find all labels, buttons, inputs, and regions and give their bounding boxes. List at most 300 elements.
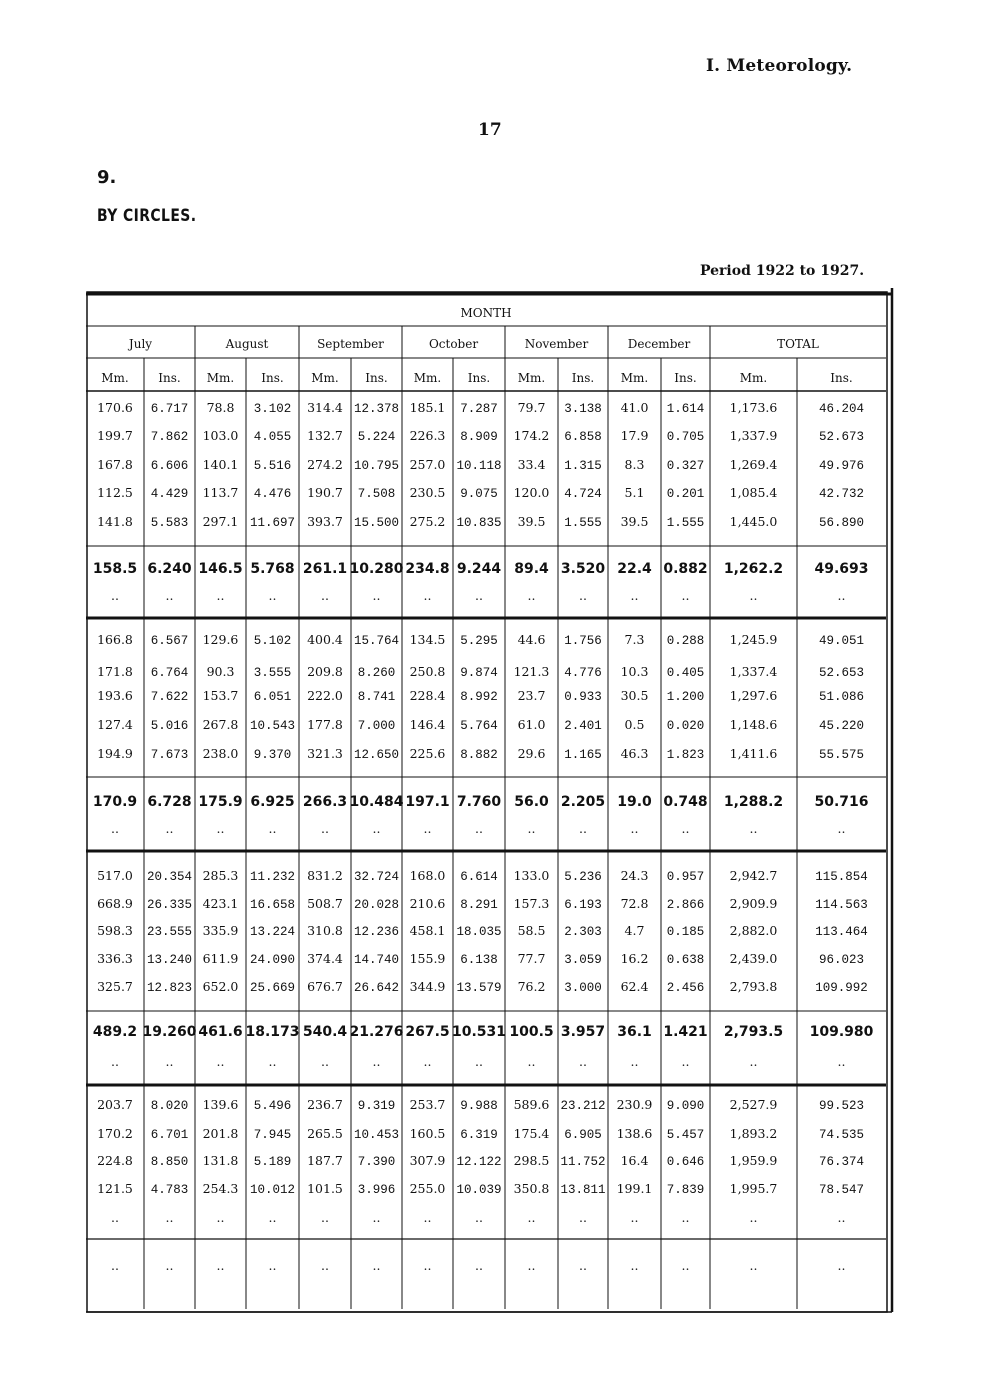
table-cell: 12.236	[353, 925, 400, 939]
average-cell: 1,288.2	[723, 794, 784, 810]
table-cell: 2,527.9	[729, 1097, 778, 1112]
table-cell: 676.7	[307, 979, 343, 994]
table-cell: 157.3	[513, 896, 550, 911]
table-cell: 230.9	[616, 1097, 653, 1112]
ditto-mark: ..	[579, 1054, 587, 1069]
average-cell: 0.748	[663, 794, 708, 810]
table-cell: 11.232	[249, 870, 296, 884]
table-cell: 8.850	[150, 1155, 189, 1169]
table-cell: 2.456	[666, 981, 705, 995]
table-cell: 8.741	[357, 690, 396, 704]
unit-header: Ins.	[158, 371, 181, 385]
month-header-4: November	[524, 337, 589, 351]
table-cell: 6.319	[460, 1128, 498, 1142]
table-cell: 177.8	[307, 717, 343, 732]
unit-header: Mm.	[739, 371, 768, 385]
table-cell: 13.224	[249, 925, 296, 939]
table-cell: 20.028	[353, 898, 400, 912]
average-cell: 267.5	[405, 1024, 450, 1040]
table-cell: 9.090	[666, 1099, 705, 1113]
ditto-mark: ..	[321, 821, 329, 836]
table-cell: 9.370	[253, 748, 292, 762]
table-cell: 1.200	[666, 690, 705, 704]
table-cell: 5.295	[460, 634, 498, 648]
average-cell: 10.531	[451, 1024, 507, 1040]
average-cell: 175.9	[198, 794, 243, 810]
table-cell: 307.9	[409, 1153, 446, 1168]
ditto-mark: ..	[423, 588, 432, 603]
ditto-mark: ..	[268, 1258, 277, 1273]
table-cell: 113.7	[202, 485, 239, 500]
ditto-mark: ..	[423, 1258, 432, 1273]
section-number: 9.	[97, 167, 117, 188]
table-cell: 15.500	[353, 516, 400, 530]
ditto-mark: ..	[268, 1054, 277, 1069]
ditto-mark: ..	[216, 1210, 225, 1225]
average-cell: 7.760	[456, 794, 502, 810]
table-cell: 423.1	[202, 896, 239, 911]
table-cell: 12.378	[353, 402, 400, 416]
table-cell: 8.260	[357, 666, 396, 680]
ditto-mark: ..	[527, 821, 536, 836]
table-cell: 32.724	[353, 870, 400, 884]
ditto-mark: ..	[216, 1258, 225, 1273]
table-cell: 1,297.6	[729, 688, 778, 703]
ditto-mark: ..	[475, 588, 483, 603]
table-cell: 3.138	[564, 402, 602, 416]
table-cell: 10.453	[353, 1128, 400, 1142]
table-cell: 285.3	[202, 868, 239, 883]
table-cell: 8.909	[460, 430, 498, 444]
table-cell: 7.000	[357, 719, 396, 733]
ditto-mark: ..	[579, 588, 587, 603]
ditto-mark: ..	[681, 1210, 690, 1225]
unit-header: Ins.	[261, 371, 284, 385]
table-cell: 210.6	[409, 896, 446, 911]
table-cell: 78.8	[206, 400, 235, 415]
table-cell: 140.1	[202, 457, 239, 472]
average-cell: 21.276	[349, 1024, 404, 1040]
table-cell: 23.212	[560, 1099, 606, 1113]
ditto-mark: ..	[749, 1258, 758, 1273]
table-cell: 15.764	[353, 634, 400, 648]
ditto-mark: ..	[579, 821, 587, 836]
table-cell: 230.5	[409, 485, 446, 500]
month-header-1: August	[225, 337, 269, 351]
table-cell: 7.673	[150, 748, 189, 762]
table-cell: 0.288	[666, 634, 705, 648]
ditto-mark: ..	[630, 1258, 639, 1273]
ditto-mark: ..	[216, 588, 225, 603]
unit-header: Mm.	[101, 371, 129, 385]
table-cell: 10.039	[456, 1183, 502, 1197]
table-cell: 1.823	[666, 748, 705, 762]
table-cell: 236.7	[307, 1097, 343, 1112]
table-cell: 7.622	[150, 690, 189, 704]
table-cell: 1.555	[564, 516, 602, 530]
table-cell: 9.319	[357, 1099, 396, 1113]
average-cell: 50.716	[814, 794, 869, 810]
table-cell: 0.185	[666, 925, 705, 939]
average-cell: 266.3	[302, 794, 348, 810]
table-cell: 138.6	[616, 1126, 653, 1141]
ditto-mark: ..	[372, 1054, 381, 1069]
table-cell: 1,269.4	[729, 457, 778, 472]
table-cell: 203.7	[97, 1097, 133, 1112]
table-cell: 5.102	[253, 634, 292, 648]
table-cell: 194.9	[97, 746, 133, 761]
ditto-mark: ..	[372, 821, 381, 836]
average-cell: 10.484	[349, 794, 404, 810]
table-cell: 2,439.0	[729, 951, 778, 966]
table-cell: 1,337.9	[729, 428, 778, 443]
ditto-mark: ..	[749, 1054, 758, 1069]
table-cell: 0.646	[666, 1155, 705, 1169]
table-cell: 16.4	[620, 1153, 649, 1168]
table-cell: 146.4	[409, 717, 446, 732]
ditto-mark: ..	[749, 588, 758, 603]
table-cell: 153.7	[202, 688, 239, 703]
table-cell: 5.496	[253, 1099, 292, 1113]
table-cell: 8.992	[460, 690, 498, 704]
ditto-mark: ..	[475, 1210, 483, 1225]
ditto-mark: ..	[630, 1054, 639, 1069]
table-cell: 49.976	[818, 459, 865, 473]
period-label: Period 1922 to 1927.	[700, 263, 865, 279]
unit-header: Mm.	[206, 371, 235, 385]
table-cell: 4.783	[150, 1183, 189, 1197]
ditto-mark: ..	[837, 1054, 846, 1069]
table-cell: 6.858	[564, 430, 602, 444]
table-cell: 167.8	[97, 457, 133, 472]
ditto-mark: ..	[268, 1210, 277, 1225]
table-cell: 0.705	[666, 430, 705, 444]
average-cell: 197.1	[405, 794, 450, 810]
table-cell: 228.4	[409, 688, 446, 703]
table-cell: 12.650	[353, 748, 400, 762]
average-cell: 89.4	[514, 561, 549, 577]
table-cell: 58.5	[517, 923, 546, 938]
average-cell: 19.0	[617, 794, 652, 810]
average-cell: 19.260	[142, 1024, 197, 1040]
table-cell: 199.1	[616, 1181, 653, 1196]
unit-header: Ins.	[830, 371, 853, 385]
ditto-mark: ..	[749, 1210, 758, 1225]
table-cell: 4.7	[624, 923, 645, 938]
table-cell: 393.7	[307, 514, 343, 529]
unit-header: Mm.	[413, 371, 442, 385]
page-number: 17	[478, 120, 502, 140]
table-cell: 335.9	[202, 923, 239, 938]
table-cell: 109.992	[815, 981, 868, 995]
table-cell: 1,337.4	[729, 664, 778, 679]
table-cell: 74.535	[818, 1128, 865, 1142]
table-cell: 6.138	[460, 953, 498, 967]
table-cell: 344.9	[409, 979, 446, 994]
ditto-mark: ..	[837, 1258, 846, 1273]
table-cell: 51.086	[818, 690, 865, 704]
table-cell: 2.401	[564, 719, 602, 733]
table-cell: 250.8	[409, 664, 446, 679]
table-cell: 1.756	[564, 634, 602, 648]
table-cell: 5.764	[460, 719, 498, 733]
unit-header: Mm.	[311, 371, 339, 385]
table-cell: 132.7	[307, 428, 343, 443]
table-cell: 5.236	[564, 870, 602, 884]
table-cell: 8.291	[460, 898, 498, 912]
table-cell: 8.020	[150, 1099, 189, 1113]
table-cell: 134.5	[409, 632, 446, 647]
section-title: BY CIRCLES.	[97, 206, 197, 226]
table-cell: 0.201	[666, 487, 705, 501]
table-cell: 39.5	[620, 514, 649, 529]
ditto-mark: ..	[837, 588, 846, 603]
table-cell: 374.4	[307, 951, 343, 966]
table-cell: 168.0	[409, 868, 446, 883]
ditto-mark: ..	[837, 1210, 846, 1225]
ditto-mark: ..	[321, 588, 329, 603]
table-cell: 129.6	[202, 632, 239, 647]
table-cell: 79.7	[517, 400, 546, 415]
table-cell: 96.023	[818, 953, 865, 967]
table-cell: 99.523	[818, 1099, 865, 1113]
average-cell: 261.1	[302, 561, 348, 577]
table-cell: 6.193	[564, 898, 602, 912]
table-cell: 5.457	[666, 1128, 705, 1142]
ditto-mark: ..	[321, 1210, 329, 1225]
average-cell: 0.882	[663, 561, 708, 577]
table-cell: 4.476	[253, 487, 292, 501]
table-cell: 0.020	[666, 719, 705, 733]
table-cell: 226.3	[409, 428, 446, 443]
table-cell: 103.0	[202, 428, 239, 443]
average-cell: 22.4	[617, 561, 652, 577]
table-cell: 589.6	[513, 1097, 550, 1112]
table-cell: 193.6	[97, 688, 133, 703]
table-cell: 1,445.0	[729, 514, 778, 529]
table-cell: 2,909.9	[729, 896, 778, 911]
table-cell: 121.5	[97, 1181, 133, 1196]
table-cell: 598.3	[97, 923, 133, 938]
ditto-mark: ..	[527, 1258, 536, 1273]
table-cell: 26.335	[146, 898, 193, 912]
table-cell: 3.000	[564, 981, 602, 995]
table-cell: 114.563	[815, 898, 868, 912]
average-cell: 540.4	[302, 1024, 348, 1040]
month-super-header: MONTH	[460, 306, 512, 320]
table-cell: 10.795	[353, 459, 400, 473]
ditto-mark: ..	[475, 1258, 483, 1273]
table-cell: 5.189	[253, 1155, 292, 1169]
month-header-5: December	[627, 337, 691, 351]
table-cell: 0.638	[666, 953, 705, 967]
table-cell: 6.717	[150, 402, 189, 416]
table-cell: 0.933	[564, 690, 602, 704]
table-cell: 275.2	[409, 514, 446, 529]
table-cell: 7.839	[666, 1183, 705, 1197]
table-cell: 187.7	[307, 1153, 343, 1168]
table-cell: 7.945	[253, 1128, 292, 1142]
table-cell: 265.5	[307, 1126, 343, 1141]
table-cell: 7.390	[357, 1155, 396, 1169]
table-cell: 14.740	[353, 953, 400, 967]
table-cell: 155.9	[409, 951, 446, 966]
table-cell: 160.5	[409, 1126, 446, 1141]
table-cell: 458.1	[409, 923, 446, 938]
table-cell: 1,411.6	[729, 746, 778, 761]
ditto-mark: ..	[321, 1258, 329, 1273]
table-cell: 175.4	[513, 1126, 550, 1141]
table-cell: 1,148.6	[729, 717, 778, 732]
table-cell: 45.220	[818, 719, 865, 733]
table-cell: 6.051	[253, 690, 292, 704]
table-cell: 56.890	[818, 516, 865, 530]
month-header-3: October	[428, 337, 479, 351]
ditto-mark: ..	[165, 1210, 174, 1225]
ditto-mark: ..	[372, 1210, 381, 1225]
table-cell: 127.4	[97, 717, 133, 732]
table-cell: 321.3	[307, 746, 343, 761]
table-cell: 7.862	[150, 430, 189, 444]
ditto-mark: ..	[475, 1054, 483, 1069]
table-cell: 0.327	[666, 459, 705, 473]
month-header-2: September	[317, 337, 384, 351]
average-cell: 10.280	[349, 561, 404, 577]
ditto-mark: ..	[372, 1258, 381, 1273]
table-cell: 314.4	[307, 400, 343, 415]
average-cell: 1,262.2	[723, 561, 784, 577]
average-cell: 170.9	[92, 794, 138, 810]
average-cell: 461.6	[198, 1024, 243, 1040]
average-cell: 489.2	[92, 1024, 138, 1040]
table-cell: 185.1	[409, 400, 446, 415]
table-cell: 5.224	[357, 430, 396, 444]
ditto-mark: ..	[527, 588, 536, 603]
table-cell: 131.8	[202, 1153, 239, 1168]
table-cell: 6.567	[150, 634, 189, 648]
table-cell: 7.508	[357, 487, 396, 501]
month-header-0: July	[128, 337, 153, 351]
average-cell: 2,793.5	[723, 1024, 784, 1040]
table-cell: 1.555	[666, 516, 705, 530]
table-cell: 170.6	[97, 400, 133, 415]
table-cell: 2,942.7	[729, 868, 778, 883]
average-cell: 6.925	[250, 794, 295, 810]
ditto-mark: ..	[111, 1258, 119, 1273]
ditto-mark: ..	[216, 821, 225, 836]
table-cell: 101.5	[307, 1181, 343, 1196]
table-cell: 44.6	[517, 632, 546, 647]
ditto-mark: ..	[165, 821, 174, 836]
table-cell: 6.764	[150, 666, 189, 680]
table-cell: 1,995.7	[729, 1181, 778, 1196]
table-cell: 39.5	[517, 514, 546, 529]
table-cell: 2.303	[564, 925, 602, 939]
table-cell: 0.957	[666, 870, 705, 884]
table-cell: 508.7	[307, 896, 343, 911]
month-header-6: TOTAL	[777, 337, 819, 351]
ditto-mark: ..	[111, 1210, 119, 1225]
table-cell: 139.6	[202, 1097, 239, 1112]
table-cell: 33.4	[517, 457, 546, 472]
average-cell: 3.520	[560, 561, 606, 577]
unit-header: Ins.	[674, 371, 697, 385]
ditto-mark: ..	[372, 588, 381, 603]
ditto-mark: ..	[321, 1054, 329, 1069]
ditto-mark: ..	[423, 821, 432, 836]
table-cell: 209.8	[307, 664, 343, 679]
table-cell: 6.701	[150, 1128, 189, 1142]
table-cell: 13.811	[560, 1183, 606, 1197]
table-cell: 166.8	[97, 632, 133, 647]
average-cell: 109.980	[809, 1024, 874, 1040]
table-cell: 10.3	[620, 664, 649, 679]
ditto-mark: ..	[268, 588, 277, 603]
table-cell: 30.5	[620, 688, 649, 703]
table-cell: 76.374	[818, 1155, 865, 1169]
table-cell: 6.905	[564, 1128, 602, 1142]
ditto-mark: ..	[527, 1054, 536, 1069]
table-cell: 310.8	[307, 923, 343, 938]
table-cell: 297.1	[202, 514, 239, 529]
table-cell: 4.429	[150, 487, 189, 501]
table-cell: 274.2	[307, 457, 343, 472]
ditto-mark: ..	[423, 1210, 432, 1225]
table-cell: 20.354	[146, 870, 193, 884]
ditto-mark: ..	[423, 1054, 432, 1069]
table-cell: 23.7	[517, 688, 546, 703]
average-cell: 234.8	[405, 561, 450, 577]
table-cell: 253.7	[409, 1097, 446, 1112]
ditto-mark: ..	[475, 821, 483, 836]
unit-header: Mm.	[620, 371, 649, 385]
ditto-mark: ..	[630, 1210, 639, 1225]
average-cell: 9.244	[456, 561, 502, 577]
average-cell: 6.240	[147, 561, 192, 577]
table-cell: 78.547	[818, 1183, 865, 1197]
table-cell: 1,085.4	[729, 485, 778, 500]
average-cell: 36.1	[617, 1024, 652, 1040]
table-cell: 52.673	[818, 430, 865, 444]
table-cell: 52.653	[818, 666, 865, 680]
table-cell: 25.669	[249, 981, 296, 995]
table-cell: 652.0	[202, 979, 239, 994]
average-cell: 18.173	[245, 1024, 300, 1040]
ditto-mark: ..	[527, 1210, 536, 1225]
table-cell: 49.051	[818, 634, 865, 648]
table-cell: 120.0	[513, 485, 550, 500]
unit-header: Ins.	[467, 371, 491, 385]
ditto-mark: ..	[111, 588, 119, 603]
ditto-mark: ..	[681, 1258, 690, 1273]
table-cell: 400.4	[307, 632, 343, 647]
table-cell: 4.724	[564, 487, 602, 501]
table-cell: 3.996	[357, 1183, 396, 1197]
ditto-mark: ..	[681, 821, 690, 836]
table-cell: 2,882.0	[729, 923, 778, 938]
table-cell: 133.0	[513, 868, 550, 883]
table-cell: 9.874	[460, 666, 498, 680]
table-cell: 5.516	[253, 459, 292, 473]
table-cell: 13.240	[146, 953, 193, 967]
ditto-mark: ..	[749, 821, 758, 836]
table-cell: 224.8	[97, 1153, 133, 1168]
table-cell: 0.405	[666, 666, 705, 680]
table-cell: 2.866	[666, 898, 705, 912]
average-cell: 100.5	[509, 1024, 554, 1040]
average-cell: 6.728	[147, 794, 192, 810]
table-cell: 112.5	[97, 485, 133, 500]
